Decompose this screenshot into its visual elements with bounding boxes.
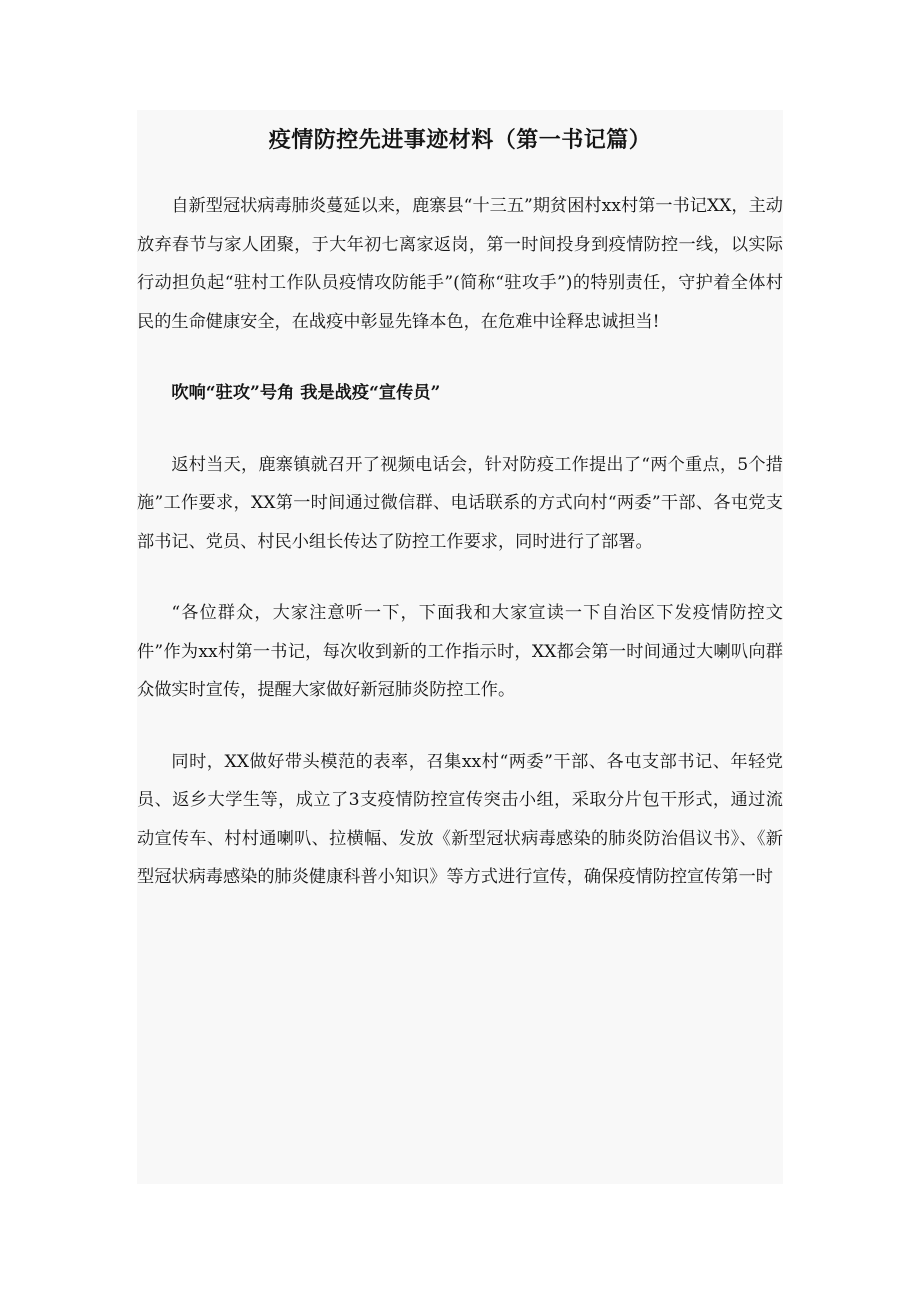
paragraph-intro: 自新型冠状病毒肺炎蔓延以来，鹿寨县“十三五”期贫困村xx村第一书记XX，主动放弃春节与家人团聚，于大年初七离家返岗，第一时间投身到疫情防控一线，以实际行动担负起“驻村工作队员疫情攻防能手”(简称“驻攻手”)的特别责任，守护着全体村民的生命健康安全，在战疫中彰显先锋本色，在危难中诠释忠诚担当! [137, 196, 783, 332]
document-page [137, 110, 783, 1184]
document-title: 疫情防控先进事迹材料（第一书记篇） [268, 127, 652, 153]
paragraph-return-to-village: 返村当天，鹿寨镇就召开了视频电话会，针对防疫工作提出了“两个重点，5个措施”工作要求，XX第一时间通过微信群、电话联系的方式向村“两委”干部、各屯党支部书记、党员、村民小组长传达了防控工作要求，同时进行了部署。 [137, 454, 783, 552]
paragraph-propaganda-teams: 同时，XX做好带头模范的表率，召集xx村“两委”干部、各屯支部书记、年轻党员、返乡大学生等，成立了3支疫情防控宣传突击小组，采取分片包干形式，通过流动宣传车、村村通喇叭、拉横幅、发放《新型冠状病毒感染的肺炎防治倡议书》、《新型冠状病毒感染的肺炎健康科普小知识》等方式进行宣传，确保疫情防控宣传第一时 [137, 751, 783, 887]
section-heading: 吹响“驻攻”号角 我是战疫“宣传员” [171, 383, 441, 403]
paragraph-loudspeaker: “各位群众，大家注意听一下，下面我和大家宣读一下自治区下发疫情防控文件”作为xx村第一书记，每次收到新的工作指示时，XX都会第一时间通过大喇叭向群众做实时宣传，提醒大家做好新冠肺炎防控工作。 [137, 603, 783, 700]
